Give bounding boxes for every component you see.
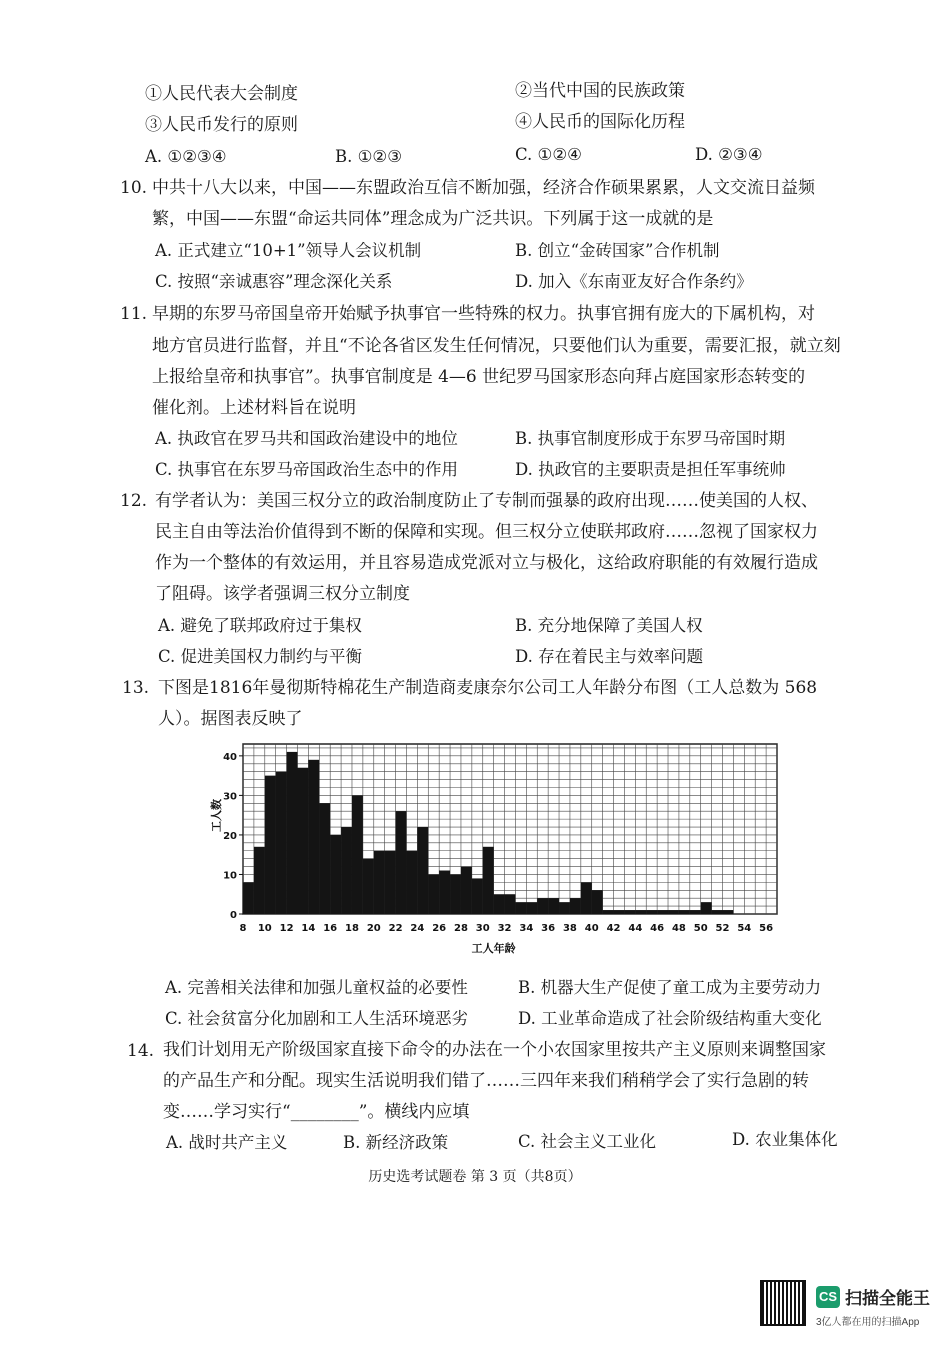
x-tick-label: 16 <box>323 923 338 934</box>
histogram-bar <box>406 851 417 914</box>
q13-option-b: B. 机器大生产促使了童工成为主要劳动力 <box>518 978 822 997</box>
histogram-bar <box>548 898 559 914</box>
q11-stem-line-2: 地方官员进行监督，并且“不论各省区发生任何情况，只要他们认为重要，需要汇报，就立刻 <box>152 336 841 356</box>
q9-option-b: B. ①②③ <box>335 147 402 166</box>
q9-item-3: ③人民币发行的原则 <box>145 115 298 135</box>
histogram-bar <box>330 835 341 914</box>
histogram-bar <box>592 890 603 914</box>
q14-stem-line-2: 的产品生产和分配。现实生活说明我们错了……三四年来我们稍稍学会了实行急剧的转 <box>163 1071 809 1091</box>
x-tick-label: 44 <box>628 923 643 934</box>
scanner-tagline: 3亿人都在用的扫描App <box>816 1317 920 1328</box>
histogram-bar <box>308 760 319 914</box>
q9-option-d: D. ②③④ <box>695 145 763 164</box>
q12-stem-line-1: 有学者认为：美国三权分立的政治制度防止了专制而强暴的政府出现……使美国的人权、 <box>155 491 818 511</box>
histogram-bar <box>385 851 396 914</box>
q14-stem-line-3: 变……学习实行“________”。横线内应填 <box>163 1102 470 1122</box>
q9-option-a: A. ①②③④ <box>145 147 227 166</box>
x-tick-label: 12 <box>279 923 294 934</box>
histogram-bar <box>701 902 712 914</box>
x-tick-label: 30 <box>475 923 490 934</box>
q14-option-d: D. 农业集体化 <box>732 1130 838 1149</box>
histogram-bar <box>505 894 516 914</box>
q13-stem-line-2: 人）。据图表反映了 <box>158 709 303 729</box>
y-tick-label: 40 <box>223 751 237 763</box>
histogram-bar <box>581 882 592 914</box>
histogram-bar <box>254 847 265 914</box>
histogram-bar <box>374 851 385 914</box>
q10-option-d: D. 加入《东南亚友好合作条约》 <box>515 272 753 291</box>
histogram-bar <box>723 910 734 914</box>
q14-number: 14. <box>127 1041 155 1061</box>
histogram-bar <box>265 776 276 914</box>
q12-stem-line-3: 作为一个整体的有效运用，并且容易造成党派对立与极化，这给政府职能的有效履行造成 <box>155 553 818 573</box>
histogram-bar <box>439 871 450 914</box>
histogram-bar <box>559 902 570 914</box>
histogram-bar <box>483 847 494 914</box>
x-tick-label: 42 <box>606 923 621 934</box>
histogram-bar <box>363 859 374 914</box>
q11-stem-line-3: 上报给皇帝和执事官”。执事官制度是 4—6 世纪罗马国家形态向拜占庭国家形态转变的 <box>152 367 806 387</box>
histogram-bar <box>450 874 461 914</box>
histogram-bar <box>494 894 505 914</box>
q9-item-2: ②当代中国的民族政策 <box>515 81 685 101</box>
q14-option-c: C. 社会主义工业化 <box>518 1132 657 1151</box>
q12-option-b: B. 充分地保障了美国人权 <box>515 616 703 635</box>
q10-stem-line-1: 中共十八大以来，中国——东盟政治互信不断加强，经济合作硕果累累，人文交流日益频 <box>152 178 815 198</box>
q11-number: 11. <box>120 304 148 324</box>
histogram-bar <box>461 867 472 914</box>
x-tick-label: 8 <box>239 923 247 934</box>
x-tick-label: 50 <box>693 923 708 934</box>
histogram-bar <box>352 795 363 914</box>
q14-option-a: A. 战时共产主义 <box>166 1133 288 1152</box>
q11-option-c: C. 执事官在东罗马帝国政治生态中的作用 <box>155 460 459 479</box>
histogram-bar <box>603 910 614 914</box>
histogram-bar <box>690 910 701 914</box>
histogram-bar <box>297 768 308 914</box>
histogram-bar <box>679 910 690 914</box>
cs-logo: CS <box>816 1286 840 1308</box>
histogram-bar <box>635 910 646 914</box>
worker-age-histogram <box>195 732 795 964</box>
q12-option-c: C. 促进美国权力制约与平衡 <box>158 647 363 666</box>
x-tick-label: 32 <box>497 923 512 934</box>
x-tick-label: 48 <box>671 923 686 934</box>
q12-option-d: D. 存在着民主与效率问题 <box>515 647 704 666</box>
q9-option-c: C. ①②④ <box>515 145 582 164</box>
q9-item-1: ①人民代表大会制度 <box>145 84 298 104</box>
q10-option-b: B. 创立“金砖国家”合作机制 <box>515 241 720 260</box>
x-tick-label: 52 <box>715 923 730 934</box>
q10-option-a: A. 正式建立“10+1”领导人会议机制 <box>155 241 422 260</box>
q9-item-4: ④人民币的国际化历程 <box>515 112 685 132</box>
q10-stem-line-2: 繁，中国——东盟“命运共同体”理念成为广泛共识。下列属于这一成就的是 <box>152 209 714 229</box>
q11-option-a: A. 执政官在罗马共和国政治建设中的地位 <box>155 429 458 448</box>
histogram-bar <box>276 772 287 914</box>
histogram-bar <box>287 752 298 914</box>
histogram-bar <box>472 878 483 914</box>
q13-option-c: C. 社会贫富分化加剧和工人生活环境恶劣 <box>165 1009 469 1028</box>
q14-stem-line-1: 我们计划用无产阶级国家直接下命令的办法在一个小农国家里按共产主义原则来调整国家 <box>163 1040 826 1060</box>
histogram-bar <box>624 910 635 914</box>
page-footer: 历史选考试题卷 第 3 页（共8页） <box>368 1169 582 1185</box>
x-tick-label: 20 <box>366 923 381 934</box>
scanner-app-name: 扫描全能王 <box>845 1289 930 1308</box>
histogram-bar <box>712 910 723 914</box>
q12-number: 12. <box>120 491 148 511</box>
y-tick-label: 10 <box>223 870 237 882</box>
histogram-bar <box>243 882 254 914</box>
y-tick-label: 20 <box>223 830 237 842</box>
histogram-bar <box>396 811 407 914</box>
histogram-bar <box>428 874 439 914</box>
y-axis-ticks <box>223 752 243 921</box>
y-tick-label: 30 <box>223 791 237 803</box>
x-tick-label: 34 <box>519 923 534 934</box>
histogram-bar <box>646 910 657 914</box>
y-axis-label: 工人数 <box>210 799 223 832</box>
chart-bars <box>243 752 733 914</box>
x-tick-label: 24 <box>410 923 425 934</box>
x-tick-label: 54 <box>737 923 752 934</box>
q13-option-a: A. 完善相关法律和加强儿童权益的必要性 <box>165 978 468 997</box>
histogram-bar <box>668 910 679 914</box>
q10-option-c: C. 按照“亲诚惠容”理念深化关系 <box>155 272 393 291</box>
histogram-bar <box>614 910 625 914</box>
histogram-bar <box>537 898 548 914</box>
q11-stem-line-4: 催化剂。上述材料旨在说明 <box>152 398 356 418</box>
x-tick-label: 18 <box>345 923 359 934</box>
x-tick-label: 28 <box>453 923 468 934</box>
histogram-bar <box>341 827 352 914</box>
scanner-watermark <box>760 1280 935 1330</box>
x-tick-label: 14 <box>301 923 316 934</box>
q14-option-b: B. 新经济政策 <box>343 1133 449 1152</box>
x-tick-label: 10 <box>257 923 272 934</box>
x-tick-label: 40 <box>584 923 599 934</box>
q13-stem-line-1: 下图是1816年曼彻斯特棉花生产制造商麦康奈尔公司工人年龄分布图（工人总数为 568 <box>158 678 818 698</box>
q11-option-b: B. 执事官制度形成于东罗马帝国时期 <box>515 429 786 448</box>
histogram-bar <box>319 803 330 914</box>
q10-number: 10. <box>120 178 148 198</box>
qr-code-icon <box>760 1280 806 1326</box>
q13-number: 13. <box>122 678 150 698</box>
q13-option-d: D. 工业革命造成了社会阶级结构重大变化 <box>518 1009 822 1028</box>
y-tick-label: 0 <box>230 910 237 921</box>
histogram-bar <box>570 898 581 914</box>
x-tick-label: 38 <box>562 923 577 934</box>
q11-stem-line-1: 早期的东罗马帝国皇帝开始赋予执事官一些特殊的权力。执事官拥有庞大的下属机构，对 <box>152 304 815 324</box>
x-tick-label: 56 <box>759 923 774 934</box>
q12-option-a: A. 避免了联邦政府过于集权 <box>158 616 362 635</box>
x-tick-label: 22 <box>388 923 403 934</box>
q12-stem-line-4: 了阻碍。该学者强调三权分立制度 <box>155 584 410 604</box>
x-axis-ticks <box>240 923 774 934</box>
x-tick-label: 26 <box>432 923 447 934</box>
histogram-bar <box>526 902 537 914</box>
q11-option-d: D. 执政官的主要职责是担任军事统帅 <box>515 460 786 479</box>
histogram-bar <box>657 910 668 914</box>
x-axis-label: 工人年龄 <box>471 942 516 955</box>
x-tick-label: 46 <box>650 923 665 934</box>
x-tick-label: 36 <box>541 923 556 934</box>
q12-stem-line-2: 民主自由等法治价值得到不断的保障和实现。但三权分立使联邦政府……忽视了国家权力 <box>155 522 818 542</box>
histogram-bar <box>417 827 428 914</box>
histogram-svg <box>195 732 795 964</box>
histogram-bar <box>515 902 526 914</box>
